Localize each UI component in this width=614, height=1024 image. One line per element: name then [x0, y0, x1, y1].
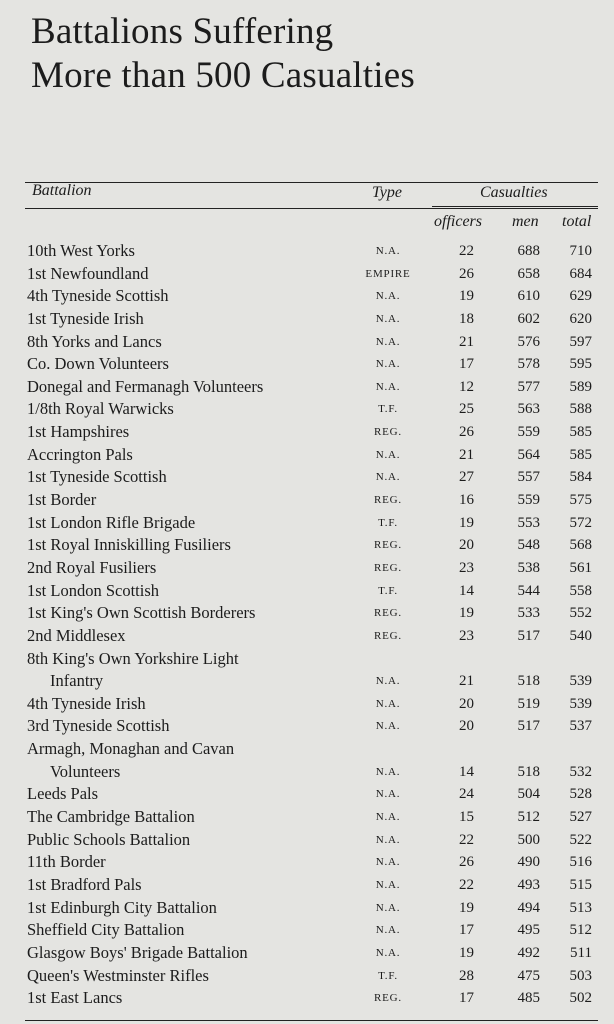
battalion-type: N.A.: [375, 244, 401, 257]
table-row: [0, 331, 614, 354]
battalion-type: REG.: [374, 992, 402, 1005]
battalion-type: N.A.: [375, 901, 401, 914]
men-count: 500: [517, 831, 540, 848]
officers-count: 27: [459, 469, 474, 486]
officers-count: 28: [459, 967, 474, 984]
battalion-type: N.A.: [375, 471, 401, 484]
total-count: 539: [569, 673, 592, 690]
battalion-name: [27, 444, 133, 467]
total-count: 568: [569, 537, 592, 554]
officers-count: 14: [459, 763, 474, 780]
battalion-name: [27, 783, 98, 806]
table-row: [0, 602, 614, 625]
men-count: 576: [517, 333, 540, 350]
battalion-name-text: 3rd Tyneside Scottish: [27, 716, 170, 736]
total-count: 710: [569, 242, 592, 259]
men-count: 553: [517, 514, 540, 531]
battalion-name-text: 8th Yorks and Lancs: [27, 331, 162, 351]
men-count: 519: [517, 695, 540, 712]
men-count: 577: [517, 378, 540, 395]
total-count: 558: [569, 582, 592, 599]
battalion-name: [27, 421, 129, 444]
table-row: [0, 263, 614, 286]
battalion-type: N.A.: [375, 675, 401, 688]
total-count: 585: [569, 424, 592, 441]
total-count: 540: [569, 627, 592, 644]
battalion-name: [27, 466, 167, 489]
men-count: 538: [517, 559, 540, 576]
table-row: [0, 715, 614, 738]
table-row: [0, 398, 614, 421]
battalion-name: [27, 489, 96, 512]
officers-count: 20: [459, 718, 474, 735]
battalion-name-text: 1st East Lancs: [27, 988, 123, 1008]
battalion-name-text: 10th West Yorks: [27, 241, 135, 260]
battalion-type: N.A.: [375, 765, 401, 778]
officers-count: 16: [459, 492, 474, 509]
battalion-name-text: 1st London Rifle Brigade: [27, 512, 196, 532]
officers-count: 15: [459, 809, 474, 826]
battalion-name-text: 1st Newfoundland: [27, 263, 149, 283]
header-casualties: Casualties: [480, 184, 548, 201]
table-row: [0, 851, 614, 874]
table-row: [0, 580, 614, 603]
table-row: [0, 919, 614, 942]
battalion-name-text: 1st London Scottish: [27, 580, 160, 600]
men-count: 602: [517, 310, 540, 327]
total-count: 589: [569, 378, 592, 395]
battalion-name-text: 2nd Royal Fusiliers: [27, 557, 157, 577]
table-row: [0, 829, 614, 852]
men-count: 517: [517, 627, 540, 644]
men-count: 578: [517, 356, 540, 373]
battalion-name-text: 11th Border: [27, 852, 106, 872]
battalion-type: N.A.: [375, 946, 401, 959]
table-bottom-rule: [25, 1020, 598, 1021]
total-count: 522: [569, 831, 592, 848]
battalion-name: [27, 715, 169, 738]
table-row: [0, 308, 614, 331]
battalion-type: N.A.: [375, 878, 401, 891]
table-row: [0, 466, 614, 489]
total-count: 684: [569, 265, 592, 282]
men-count: 559: [517, 492, 540, 509]
battalion-name: [27, 919, 184, 942]
battalion-name: [27, 829, 190, 852]
men-count: 544: [517, 582, 540, 599]
battalion-name-continuation: Infantry: [50, 671, 104, 691]
battalion-name: [27, 738, 347, 783]
battalion-name-text: 2nd Middlesex: [27, 625, 126, 645]
men-count: 559: [517, 424, 540, 441]
battalion-name-text: 1st Edinburgh City Battalion: [27, 897, 217, 917]
battalion-name-text: 1st King's Own Scottish Borderers: [27, 603, 256, 623]
officers-count: 12: [459, 378, 474, 395]
title-line-2: More than 500 Casualties: [31, 55, 415, 96]
table-row: [0, 557, 614, 580]
officers-count: 20: [459, 695, 474, 712]
total-count: 532: [569, 763, 592, 780]
battalion-name-text: 1st Tyneside Irish: [27, 308, 144, 328]
men-count: 688: [517, 242, 540, 259]
table-row: [0, 625, 614, 648]
battalion-name: [27, 512, 195, 535]
table-row: [0, 942, 614, 965]
total-count: 503: [569, 967, 592, 984]
men-count: 518: [517, 673, 540, 690]
battalion-name: [27, 263, 148, 286]
battalion-type: EMPIRE: [365, 267, 411, 280]
battalion-type: T.F.: [378, 403, 398, 416]
battalion-name: [27, 806, 195, 829]
battalion-name-text: Public Schools Battalion: [27, 829, 191, 849]
men-count: 512: [517, 809, 540, 826]
officers-count: 18: [459, 310, 474, 327]
battalion-type: N.A.: [375, 720, 401, 733]
battalion-name: [27, 625, 126, 648]
total-count: 513: [569, 899, 592, 916]
battalion-name: [27, 376, 263, 399]
officers-count: 26: [459, 854, 474, 871]
total-count: 539: [569, 695, 592, 712]
battalion-type: REG.: [374, 629, 402, 642]
table-row: [0, 965, 614, 988]
officers-count: 19: [459, 944, 474, 961]
table-row: [0, 874, 614, 897]
battalion-name: [27, 648, 347, 693]
total-count: 575: [569, 492, 592, 509]
men-count: 493: [517, 876, 540, 893]
men-count: 610: [517, 288, 540, 305]
men-count: 490: [517, 854, 540, 871]
officers-count: 19: [459, 605, 474, 622]
men-count: 485: [517, 990, 540, 1007]
battalion-type: REG.: [374, 561, 402, 574]
men-count: 518: [517, 763, 540, 780]
battalion-type: N.A.: [375, 856, 401, 869]
total-count: 595: [569, 356, 592, 373]
total-count: 537: [569, 718, 592, 735]
total-count: 511: [570, 944, 592, 961]
header-battalion: Battalion: [32, 182, 92, 199]
men-count: 548: [517, 537, 540, 554]
battalion-name-text: Armagh, Monaghan and Cavan: [27, 739, 235, 759]
total-count: 620: [569, 310, 592, 327]
header-total: total: [562, 213, 592, 230]
total-count: 502: [569, 990, 592, 1007]
battalion-name: [27, 353, 169, 376]
total-count: 527: [569, 809, 592, 826]
battalion-name: [27, 987, 122, 1010]
officers-count: 26: [459, 424, 474, 441]
page-title: [31, 10, 415, 98]
battalion-name: [27, 308, 144, 331]
men-count: 557: [517, 469, 540, 486]
total-count: 528: [569, 786, 592, 803]
men-count: 475: [517, 967, 540, 984]
battalion-name: [27, 897, 217, 920]
officers-count: 20: [459, 537, 474, 554]
battalion-type: N.A.: [375, 833, 401, 846]
battalion-name: [27, 557, 156, 580]
total-count: 561: [569, 559, 592, 576]
table-row: [0, 648, 614, 693]
battalion-name-text: The Cambridge Battalion: [27, 807, 195, 827]
battalion-type: REG.: [374, 426, 402, 439]
total-count: 584: [569, 469, 592, 486]
total-count: 629: [569, 288, 592, 305]
battalion-type: N.A.: [375, 448, 401, 461]
table-row: [0, 489, 614, 512]
battalion-name: [27, 580, 159, 603]
officers-count: 22: [459, 876, 474, 893]
officers-count: 17: [459, 356, 474, 373]
table-row: [0, 353, 614, 376]
officers-count: 21: [459, 446, 474, 463]
total-count: 516: [569, 854, 592, 871]
battalion-name: [27, 534, 231, 557]
total-count: 585: [569, 446, 592, 463]
battalion-name-text: Accrington Pals: [27, 444, 133, 464]
table-row: [0, 693, 614, 716]
officers-count: 19: [459, 899, 474, 916]
header-men: men: [512, 213, 539, 230]
total-count: 515: [569, 876, 592, 893]
men-count: 492: [517, 944, 540, 961]
battalion-type: REG.: [374, 494, 402, 507]
battalion-type: REG.: [374, 539, 402, 552]
battalion-type: T.F.: [378, 584, 398, 597]
officers-count: 21: [459, 673, 474, 690]
battalion-type: N.A.: [375, 312, 401, 325]
battalion-name-text: 1st Tyneside Scottish: [27, 467, 167, 487]
table-row: [0, 897, 614, 920]
battalion-name-text: Donegal and Fermanagh Volunteers: [27, 376, 264, 396]
battalion-type: N.A.: [375, 697, 401, 710]
men-count: 564: [517, 446, 540, 463]
battalion-name-continuation: Volunteers: [50, 761, 121, 781]
officers-count: 23: [459, 627, 474, 644]
battalion-name-text: 4th Tyneside Irish: [27, 693, 146, 713]
battalion-type: REG.: [374, 607, 402, 620]
table-top-rule: [25, 182, 598, 183]
battalion-type: T.F.: [378, 516, 398, 529]
table-row: [0, 421, 614, 444]
total-count: 512: [569, 922, 592, 939]
total-count: 572: [569, 514, 592, 531]
men-count: 517: [517, 718, 540, 735]
officers-count: 14: [459, 582, 474, 599]
battalion-name-text: Sheffield City Battalion: [27, 920, 185, 940]
officers-count: 23: [459, 559, 474, 576]
battalion-type: N.A.: [375, 380, 401, 393]
officers-count: 22: [459, 831, 474, 848]
header-type: Type: [372, 184, 402, 201]
battalion-name: [27, 693, 146, 716]
battalion-type: T.F.: [378, 969, 398, 982]
total-count: 588: [569, 401, 592, 418]
men-count: 658: [517, 265, 540, 282]
officers-count: 26: [459, 265, 474, 282]
men-count: 495: [517, 922, 540, 939]
battalion-type: N.A.: [375, 290, 401, 303]
men-count: 504: [517, 786, 540, 803]
table-row: [0, 376, 614, 399]
battalion-name-text: 4th Tyneside Scottish: [27, 286, 169, 306]
battalion-name-text: Glasgow Boys' Brigade Battalion: [27, 942, 248, 962]
table-row: [0, 240, 614, 263]
table-header-rule: [25, 208, 598, 209]
battalion-name: [27, 240, 135, 263]
officers-count: 19: [459, 288, 474, 305]
battalion-name-text: 1st Hampshires: [27, 422, 130, 442]
header-officers: officers: [434, 213, 482, 230]
battalion-name: [27, 874, 142, 897]
battalion-name-text: Queen's Westminster Rifles: [27, 965, 209, 985]
table-row: [0, 783, 614, 806]
battalion-name-text: Co. Down Volunteers: [27, 354, 169, 374]
battalion-name: [27, 851, 106, 874]
battalion-name-text: Leeds Pals: [27, 784, 99, 804]
battalion-name-text: 1st Border: [27, 490, 97, 510]
officers-count: 25: [459, 401, 474, 418]
battalion-name: [27, 398, 174, 421]
battalion-name: [27, 285, 169, 308]
officers-count: 17: [459, 990, 474, 1007]
table-row: [0, 806, 614, 829]
total-count: 597: [569, 333, 592, 350]
table-row: [0, 534, 614, 557]
officers-count: 17: [459, 922, 474, 939]
total-count: 552: [569, 605, 592, 622]
battalion-name-text: 8th King's Own Yorkshire Light: [27, 648, 239, 668]
battalion-type: N.A.: [375, 788, 401, 801]
battalion-name: [27, 331, 162, 354]
officers-count: 22: [459, 242, 474, 259]
title-line-1: Battalions Suffering: [31, 11, 334, 52]
table-row: [0, 285, 614, 308]
battalion-name-text: 1st Bradford Pals: [27, 874, 142, 894]
battalion-name-text: 1/8th Royal Warwicks: [27, 399, 174, 419]
battalion-name: [27, 965, 209, 988]
battalion-name: [27, 942, 248, 965]
battalion-name: [27, 602, 255, 625]
casualties-header-rule: [432, 206, 598, 207]
battalion-type: N.A.: [375, 358, 401, 371]
men-count: 494: [517, 899, 540, 916]
men-count: 563: [517, 401, 540, 418]
table-row: [0, 738, 614, 783]
battalion-type: N.A.: [375, 924, 401, 937]
table-row: [0, 512, 614, 535]
battalion-name-text: 1st Royal Inniskilling Fusiliers: [27, 535, 231, 555]
battalion-type: N.A.: [375, 335, 401, 348]
men-count: 533: [517, 605, 540, 622]
table-row: [0, 444, 614, 467]
battalion-type: N.A.: [375, 811, 401, 824]
table-row: [0, 987, 614, 1010]
officers-count: 19: [459, 514, 474, 531]
officers-count: 21: [459, 333, 474, 350]
table-body: [0, 240, 614, 1010]
officers-count: 24: [459, 786, 474, 803]
